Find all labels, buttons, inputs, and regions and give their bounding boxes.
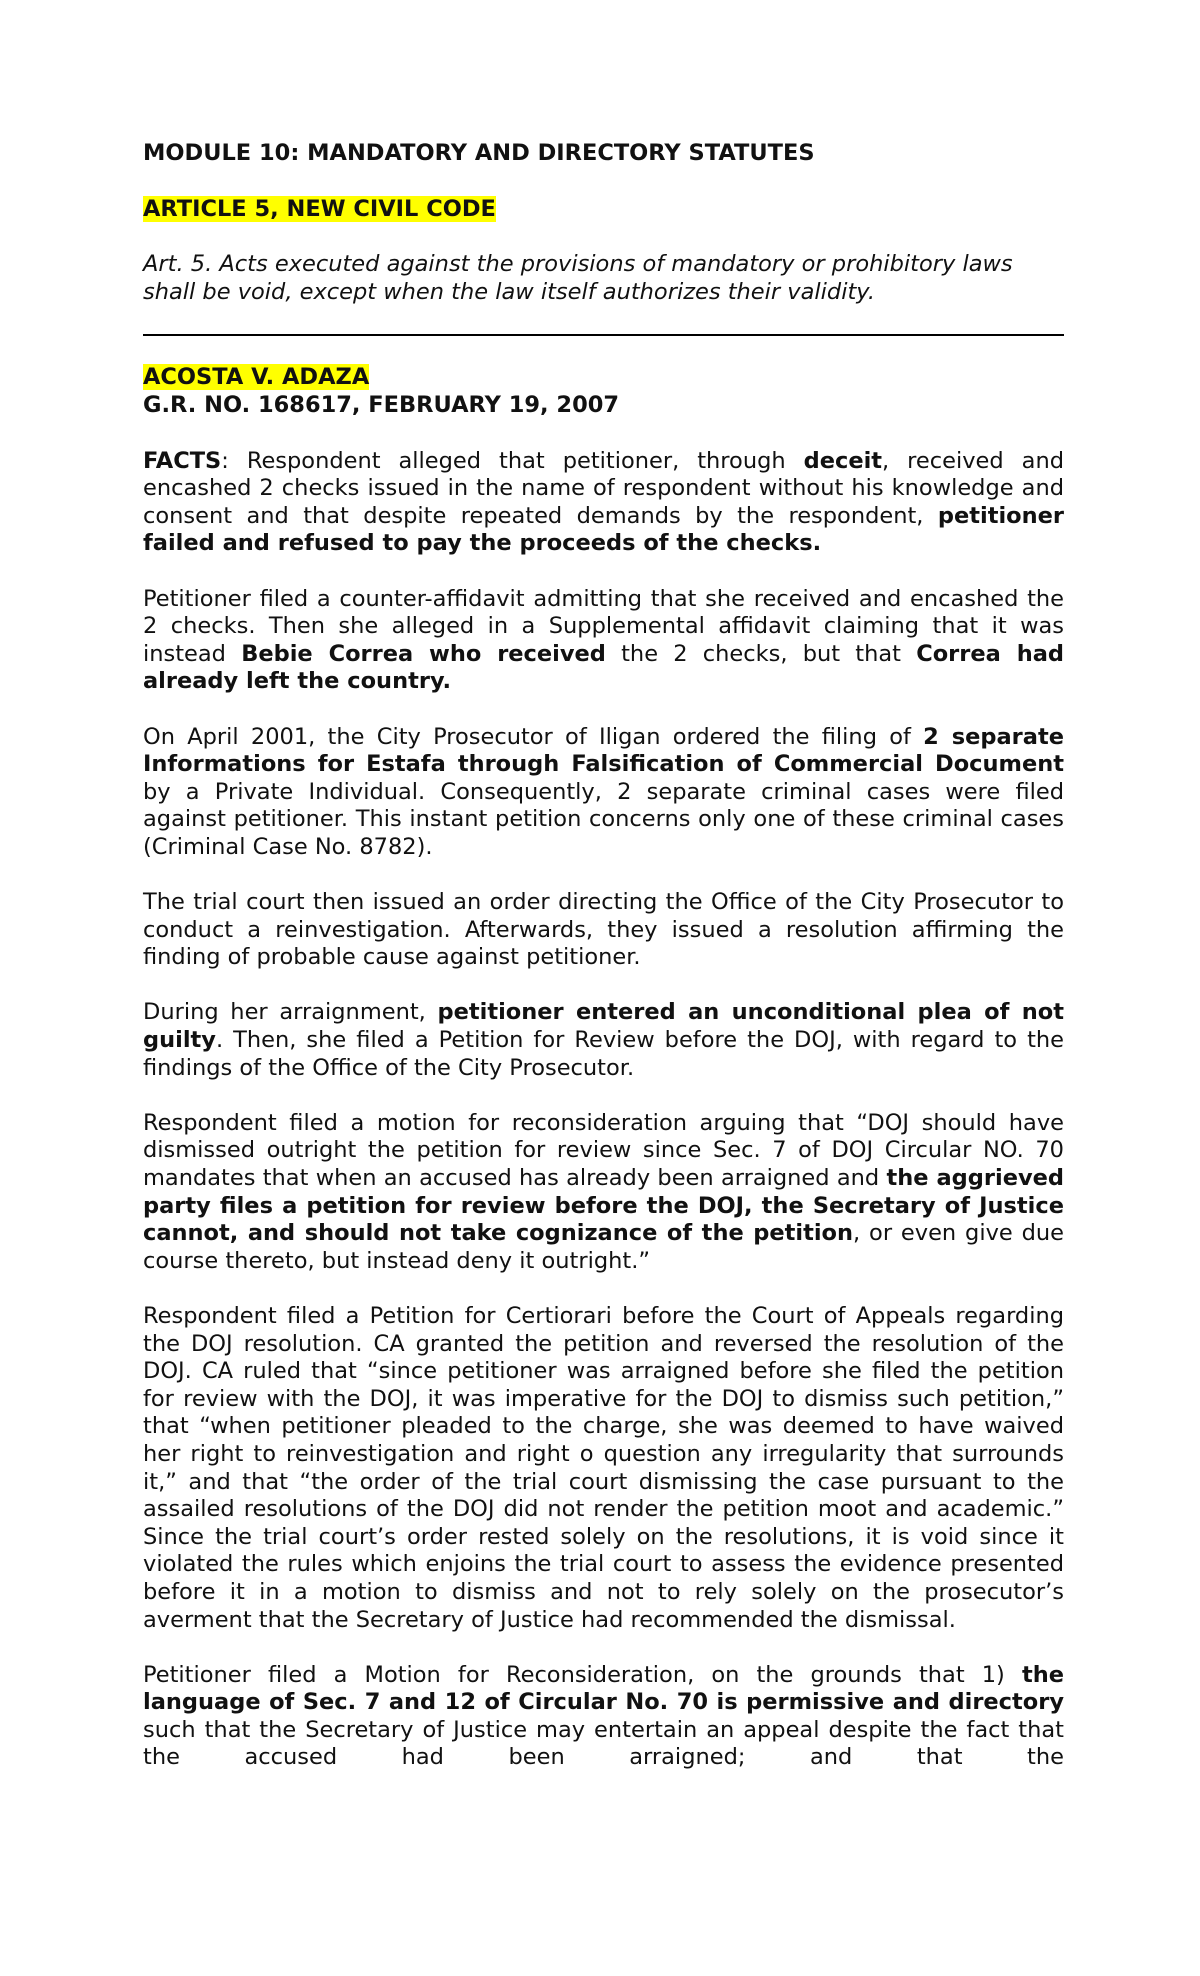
paragraph-motion-reconsideration <box>143 1110 1064 1276</box>
paragraph-certiorari <box>143 1303 1064 1634</box>
text-run: The trial court then issued an order directing the Office of the City Prosecutor to conduct a reinvestigation. Afterwards, they issued a resolution affirming the finding of probable cause against petitioner. <box>143 889 1064 971</box>
text-run: the 2 checks, but that <box>605 640 917 667</box>
bold-run: Correa had already left the country. <box>143 640 1065 695</box>
text-run: , or even give due course thereto, but instead deny it outright.” <box>143 1220 1064 1274</box>
text-run: , received and encashed 2 checks issued in the name of respondent without his knowledge and consent and that despite repeated demands by the respondent, <box>143 447 1064 529</box>
article-heading-line <box>143 196 1064 224</box>
bold-run: petitioner failed and refused to pay the proceeds of the checks. <box>143 502 1064 557</box>
paragraph-facts <box>143 448 1064 558</box>
text-run: On April 2001, the City Prosecutor of Iligan ordered the filing of <box>143 723 924 750</box>
bold-run: 2 separate Informations for Estafa through Falsification of Commercial Document <box>143 723 1064 778</box>
facts-label: FACTS <box>143 447 222 474</box>
paragraph-counter-affidavit <box>143 586 1064 696</box>
text-run: Respondent filed a Petition for Certiorari before the Court of Appeals regarding the DOJ resolution. CA granted the petition and reversed the resolution of the DOJ. CA ruled that “since petitioner was arraigned before she filed the petition for review with the DOJ, it was imperative for the DOJ to dismiss such petition,” that “when petitioner pleaded to the charge, she was deemed to have waived her right to reinvestigation and right o question any irregularity that surrounds it,” and that “the order of the trial court dismissing the case pursuant to the assailed resolutions of the DOJ did not render the petition moot and academic.” Since the trial court’s order rested solely on the resolutions, it is void since it violated the rules which enjoins the trial court to assess the evidence presented before it in a motion to dismiss and not to rely solely on the prosecutor’s averment that the Secretary of Justice had recommended the dismissal. <box>143 1302 1064 1633</box>
module-title: MODULE 10: MANDATORY AND DIRECTORY STATUTES <box>143 140 815 166</box>
bold-run: Bebie Correa who received <box>241 640 606 667</box>
text-run: . Then, she filed a Petition for Review before the DOJ, with regard to the findings of the Office of the City Prosecutor. <box>143 1027 1064 1081</box>
article-text: Art. 5. Acts executed against the provisions of mandatory or prohibitory laws shall be void, except when the law itself authorizes their validity. <box>143 251 1013 305</box>
text-run: by a Private Individual. Consequently, 2 separate criminal cases were filed against petitioner. This instant petition concerns only one of these criminal cases (Criminal Case No. 8782). <box>143 778 1064 860</box>
paragraph-arraignment <box>143 999 1064 1082</box>
bold-run: the aggrieved party files a petition for review before the DOJ, the Secretary of Justice cannot, and should not take cognizance of the petition <box>143 1165 1064 1247</box>
paragraph-petitioner-motion <box>143 1662 1064 1772</box>
article-heading: ARTICLE 5, NEW CIVIL CODE <box>143 195 496 222</box>
text-run: Petitioner filed a counter-affidavit admitting that she received and encashed the 2 checks. Then she alleged in a Supplemental affidavit claiming that it was instead <box>143 585 1064 667</box>
paragraph-reinvestigation <box>143 889 1064 972</box>
text-run: During her arraignment, <box>143 999 438 1026</box>
paragraph-informations <box>143 724 1064 862</box>
text-run: : Respondent alleged that petitioner, through <box>221 447 804 474</box>
case-name: ACOSTA V. ADAZA <box>143 364 370 391</box>
text-run: such that the Secretary of Justice may entertain an appeal despite the fact that the accused had been arraigned; and that the <box>143 1716 1064 1771</box>
section-divider <box>143 334 1064 336</box>
case-gr-number: G.R. NO. 168617, FEBRUARY 19, 2007 <box>143 391 620 418</box>
text-run: Petitioner filed a Motion for Reconsideration, on the grounds that 1) <box>143 1661 1022 1688</box>
document-page <box>143 140 1064 1772</box>
bold-run: petitioner entered an unconditional plea of not guilty <box>143 999 1064 1054</box>
text-run: Respondent filed a motion for reconsideration arguing that “DOJ should have dismissed outright the petition for review since Sec. 7 of DOJ Circular NO. 70 mandates that when an accused has already been arraigned and <box>143 1109 1064 1191</box>
case-name-line <box>143 364 1064 392</box>
bold-run: deceit <box>803 447 883 474</box>
bold-run: the language of Sec. 7 and 12 of Circular No. 70 is permissive and directory <box>143 1661 1064 1716</box>
